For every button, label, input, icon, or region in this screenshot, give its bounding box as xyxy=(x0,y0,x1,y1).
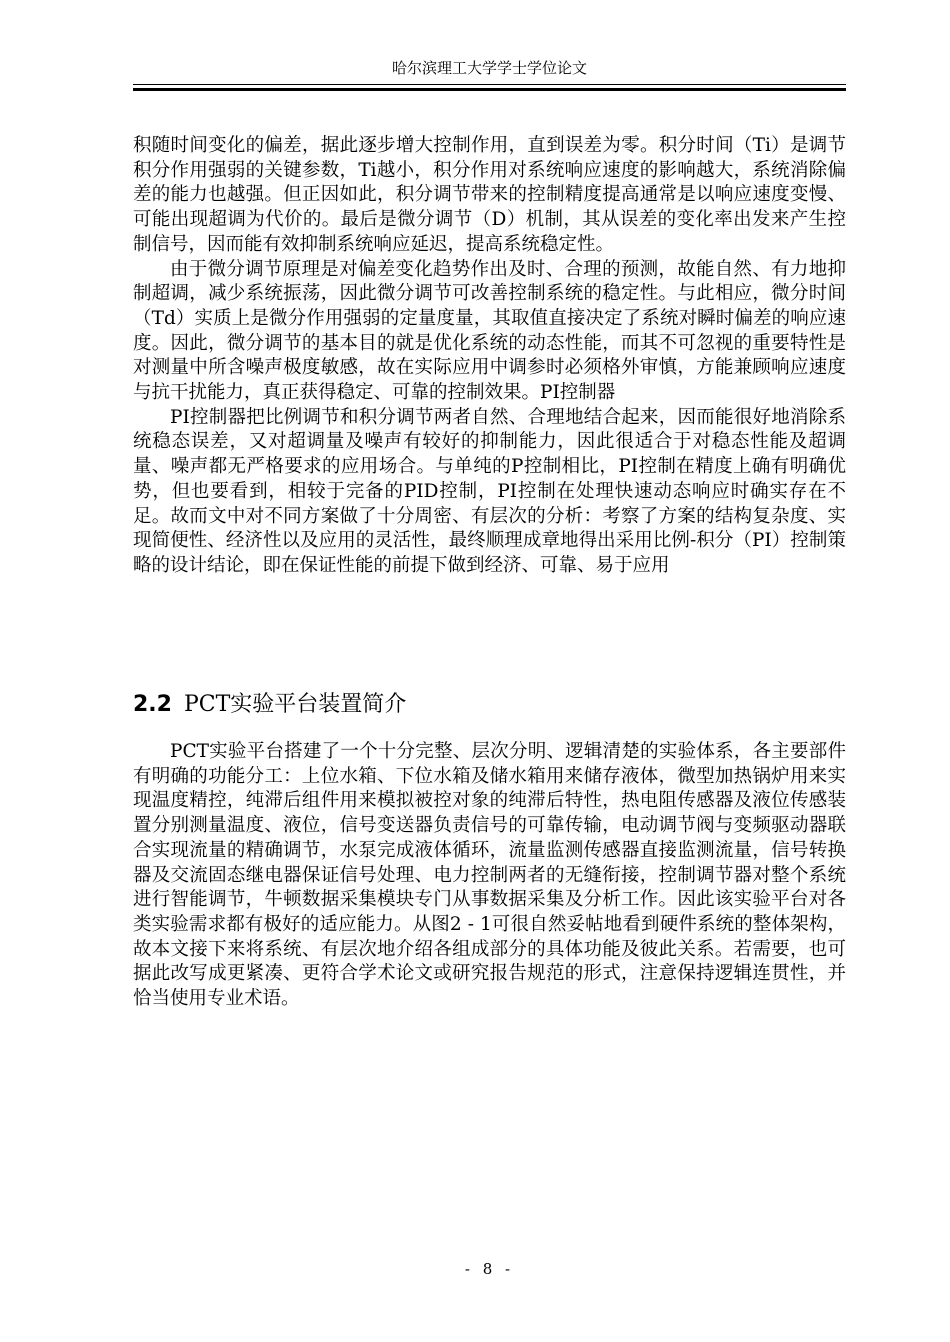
header-rule-thin xyxy=(133,84,846,85)
section-number: 2.2 xyxy=(133,692,172,717)
running-header: 哈尔滨理工大学学士学位论文 xyxy=(391,59,587,77)
body-text-before-section xyxy=(133,134,846,579)
header-rule-thick xyxy=(133,88,846,91)
section-heading xyxy=(133,690,406,720)
paragraph-integral-derivative: 积随时间变化的偏差，据此逐步增大控制作用，直到误差为零。积分时间（Ti）是调节积分作用强弱的关键参数，Ti越小，积分作用对系统响应速度的影响越大，系统消除偏差的能力也越强。但正因如此，积分调节带来的控制精度提高通常是以响应速度变慢、可能出现超调为代价的。最后是微分调节（D）机制，其从误差的变化率出发来产生控制信号，因而能有效抑制系统响应延迟，提高系统稳定性。 xyxy=(133,135,846,255)
body-text-after-section xyxy=(133,740,846,1012)
paragraph-derivative-control: 由于微分调节原理是对偏差变化趋势作出及时、合理的预测，故能自然、有力地抑制超调，减少系统振荡，因此微分调节可改善控制系统的稳定性。与此相应，微分时间（Td）实质上是微分作用强弱的定量度量，其取值直接决定了系统对瞬时偏差的响应速度。因此，微分调节的基本目的就是优化系统的动态性能，而其不可忽视的重要特性是对测量中所含噪声极度敏感，故在实际应用中调参时必须格外审慎，方能兼顾响应速度与抗干扰能力，真正获得稳定、可靠的控制效果。PI控制器 xyxy=(133,258,846,404)
section-title: PCT实验平台装置简介 xyxy=(183,692,407,717)
paragraph-pct-platform: PCT实验平台搭建了一个十分完整、层次分明、逻辑清楚的实验体系，各主要部件有明确的功能分工：上位水箱、下位水箱及储水箱用来储存液体，微型加热锅炉用来实现温度精控，纯滞后组件用来模拟被控对象的纯滞后特性，热电阻传感器及液位传感装置分别测量温度、液位，信号变送器负责信号的可靠传输，电动调节阀与变频驱动器联合实现流量的精确调节，水泵完成液体循环，流量监测传感器直接监测流量，信号转换器及交流固态继电器保证信号处理、电力控制两者的无缝衔接，控制调节器对整个系统进行智能调节，牛顿数据采集模块专门从事数据采集及分析工作。因此该实验平台对各类实验需求都有极好的适应能力。从图2 - 1可很自然妥帖地看到硬件系统的整体架构，故本文接下来将系统、有层次地介绍各组成部分的具体功能及彼此关系。若需要，也可据此改写成更紧凑、更符合学术论文或研究报告规范的形式，注意保持逻辑连贯性，并恰当使用专业术语。 xyxy=(133,741,846,1010)
paragraph-pi-controller: PI控制器把比例调节和积分调节两者自然、合理地结合起来，因而能很好地消除系统稳态误差，又对超调量及噪声有较好的抑制能力，因此很适合于对稳态性能及超调量、噪声都无严格要求的应用场合。与单纯的P控制相比，PI控制在精度上确有明确优势，但也要看到，相较于完备的PID控制，PI控制在处理快速动态响应时确实存在不足。故而文中对不同方案做了十分周密、有层次的分析：考察了方案的结构复杂度、实现简便性、经济性以及应用的灵活性，最终顺理成章地得出采用比例-积分（PI）控制策略的设计结论，即在保证性能的前提下做到经济、可靠、易于应用 xyxy=(133,406,846,576)
page-number: - 8 - xyxy=(464,1260,515,1278)
